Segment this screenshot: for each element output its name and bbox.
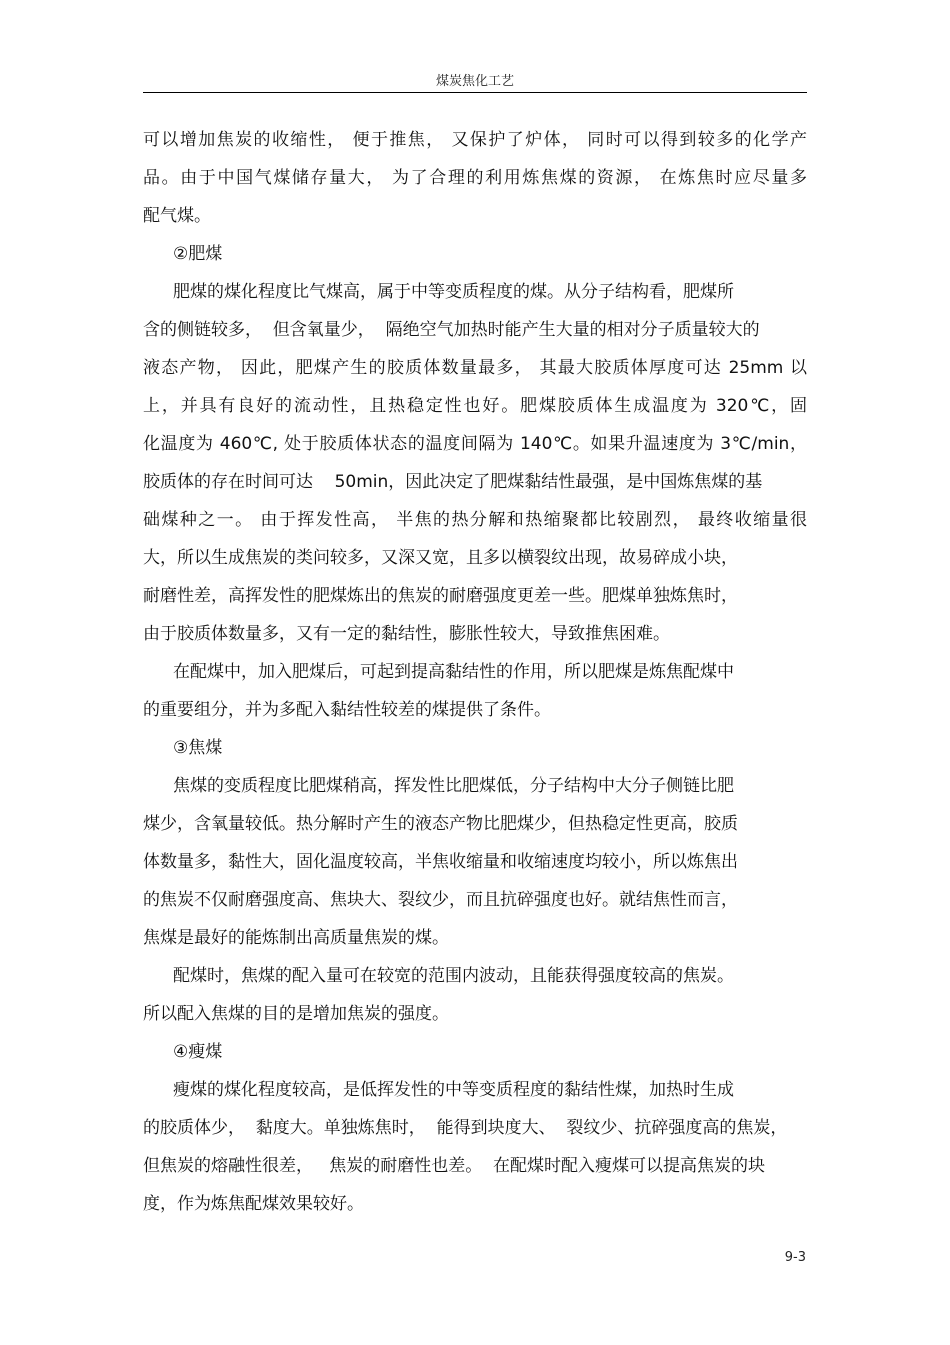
text-line: 度，作为炼焦配煤效果较好。 [143, 1194, 364, 1214]
text-line: 含的侧链较多， 但含氧量少， 隔绝空气加热时能产生大量的相对分子质量较大的 [143, 320, 760, 340]
text-line: 焦煤是最好的能炼制出高质量焦炭的煤。 [143, 928, 449, 948]
text-line: 焦煤的变质程度比肥煤稍高，挥发性比肥煤低，分子结构中大分子侧链比肥 [173, 776, 734, 796]
text-line: 煤少，含氧量较低。热分解时产生的液态产物比肥煤少，但热稳定性更高，胶质 [143, 814, 738, 834]
text-line: 础煤种之一。 由于挥发性高， 半焦的热分解和热缩聚都比较剧烈， 最终收缩量很 [143, 510, 807, 530]
text-line: 肥煤的煤化程度比气煤高，属于中等变质程度的煤。从分子结构看，肥煤所 [173, 282, 734, 302]
text-line: 品。由于中国气煤储存量大， 为了合理的利用炼焦煤的资源， 在炼焦时应尽量多 [143, 168, 807, 188]
text-line: 所以配入焦煤的目的是增加焦炭的强度。 [143, 1004, 449, 1024]
text-line: 体数量多，黏性大，固化温度较高，半焦收缩量和收缩速度均较小，所以炼焦出 [143, 852, 738, 872]
text-line: 的胶质体少， 黏度大。单独炼焦时， 能得到块度大、 裂纹少、抗碎强度高的焦炭， [143, 1118, 788, 1138]
text-line: 可以增加焦炭的收缩性， 便于推焦， 又保护了炉体， 同时可以得到较多的化学产 [143, 130, 807, 150]
text-line: 胶质体的存在时间可达 50min，因此决定了肥煤黏结性最强，是中国炼焦煤的基 [143, 472, 763, 492]
text-line: ③焦煤 [173, 738, 223, 758]
text-line: 耐磨性差，高挥发性的肥煤炼出的焦炭的耐磨强度更差一些。肥煤单独炼焦时， [143, 586, 738, 606]
text-line: 瘦煤的煤化程度较高，是低挥发性的中等变质程度的黏结性煤，加热时生成 [173, 1080, 734, 1100]
text-line: 液态产物， 因此，肥煤产生的胶质体数量最多， 其最大胶质体厚度可达 25mm 以 [143, 358, 807, 378]
text-line: 配煤时，焦煤的配入量可在较宽的范围内波动，且能获得强度较高的焦炭。 [173, 966, 734, 986]
text-line: 大，所以生成焦炭的类问较多，又深又宽，且多以横裂纹出现，故易碎成小块， [143, 548, 738, 568]
running-header-title: 煤炭焦化工艺 [435, 74, 514, 89]
body-text [143, 121, 807, 1223]
text-line: ②肥煤 [173, 244, 223, 264]
header-divider [143, 92, 807, 93]
text-line: 配气煤。 [143, 206, 211, 226]
page-number: 9-3 [784, 1250, 806, 1265]
text-line: 的重要组分，并为多配入黏结性较差的煤提供了条件。 [143, 700, 551, 720]
text-line: 由于胶质体数量多，又有一定的黏结性，膨胀性较大，导致推焦困难。 [143, 624, 670, 644]
text-line: ④瘦煤 [173, 1042, 223, 1062]
text-line: 的焦炭不仅耐磨强度高、焦块大、裂纹少，而且抗碎强度也好。就结焦性而言， [143, 890, 738, 910]
text-line: 化温度为 460℃, 处于胶质体状态的温度间隔为 140℃。如果升温速度为 3℃/min， [143, 434, 807, 454]
text-line: 但焦炭的熔融性很差， 焦炭的耐磨性也差。 在配煤时配入瘦煤可以提高焦炭的块 [143, 1156, 766, 1176]
text-line: 在配煤中，加入肥煤后，可起到提高黏结性的作用，所以肥煤是炼焦配煤中 [173, 662, 734, 682]
text-line: 上，并具有良好的流动性，且热稳定性也好。肥煤胶质体生成温度为 320℃，固 [143, 396, 807, 416]
